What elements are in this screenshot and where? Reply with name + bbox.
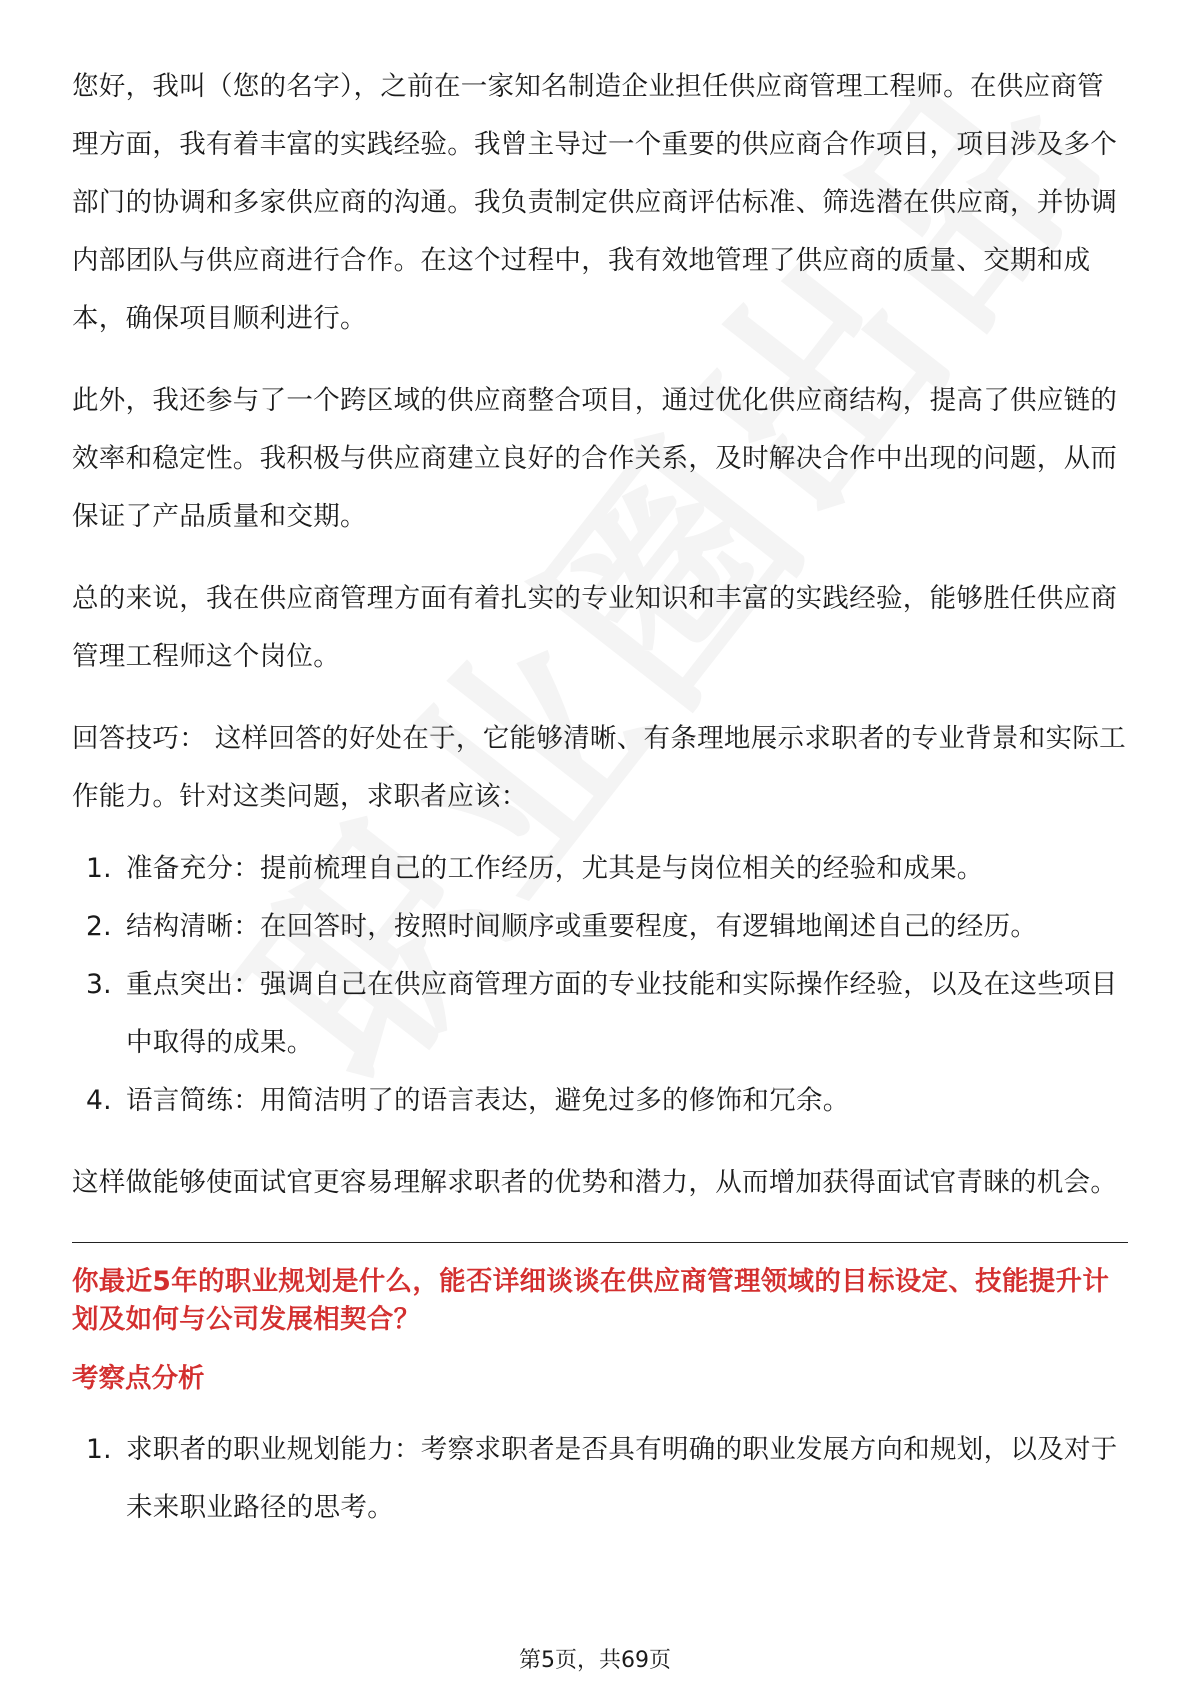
list-item	[72, 1072, 1128, 1130]
list-text: 准备充分：提前梳理自己的工作经历，尤其是与岗位相关的经验和成果。	[126, 853, 984, 884]
section-divider	[72, 1242, 1128, 1243]
question-title: 你最近5年的职业规划是什么，能否详细谈谈在供应商管理领域的目标设定、技能提升计划及如何与公司发展相契合？	[72, 1266, 1110, 1335]
list-text: 结构清晰：在回答时，按照时间顺序或重要程度，有逻辑地阐述自己的经历。	[126, 911, 1038, 942]
document-page	[72, 58, 1128, 1561]
list-number: 2.	[86, 911, 112, 942]
list-number: 1.	[86, 1434, 112, 1465]
list-number: 4.	[86, 1085, 112, 1116]
list-text: 重点突出：强调自己在供应商管理方面的专业技能和实际操作经验，以及在这些项目中取得的成果。	[126, 969, 1118, 1058]
answer-paragraph-3: 总的来说，我在供应商管理方面有着扎实的专业知识和丰富的实践经验，能够胜任供应商管理工程师这个岗位。	[72, 583, 1118, 672]
list-item	[72, 898, 1128, 956]
tips-list	[72, 840, 1128, 1130]
list-number: 1.	[86, 853, 112, 884]
answer-paragraph-1: 您好，我叫（您的名字），之前在一家知名制造企业担任供应商管理工程师。在供应商管理方面，我有着丰富的实践经验。我曾主导过一个重要的供应商合作项目，项目涉及多个部门的协调和多家供应商的沟通。我负责制定供应商评估标准、筛选潜在供应商，并协调内部团队与供应商进行合作。在这个过程中，我有效地管理了供应商的质量、交期和成本，确保项目顺利进行。	[72, 71, 1118, 334]
answer-paragraph-2: 此外，我还参与了一个跨区域的供应商整合项目，通过优化供应商结构，提高了供应链的效率和稳定性。我积极与供应商建立良好的合作关系，及时解决合作中出现的问题，从而保证了产品质量和交期。	[72, 385, 1118, 532]
analysis-list	[72, 1421, 1128, 1537]
list-item	[72, 840, 1128, 898]
list-text: 求职者的职业规划能力：考察求职者是否具有明确的职业发展方向和规划，以及对于未来职业路径的思考。	[126, 1434, 1118, 1523]
page-footer: 第5页，共69页	[519, 1648, 671, 1673]
list-item	[72, 1421, 1128, 1537]
list-number: 3.	[86, 969, 112, 1000]
closing-paragraph: 这样做能够使面试官更容易理解求职者的优势和潜力，从而增加获得面试官青睐的机会。	[72, 1167, 1118, 1198]
list-item	[72, 956, 1128, 1072]
list-text: 语言简练：用简洁明了的语言表达，避免过多的修饰和冗余。	[126, 1085, 850, 1116]
analysis-title: 考察点分析	[72, 1363, 205, 1394]
answer-tips-intro: 回答技巧： 这样回答的好处在于，它能够清晰、有条理地展示求职者的专业背景和实际工作能力。针对这类问题，求职者应该：	[72, 723, 1126, 812]
